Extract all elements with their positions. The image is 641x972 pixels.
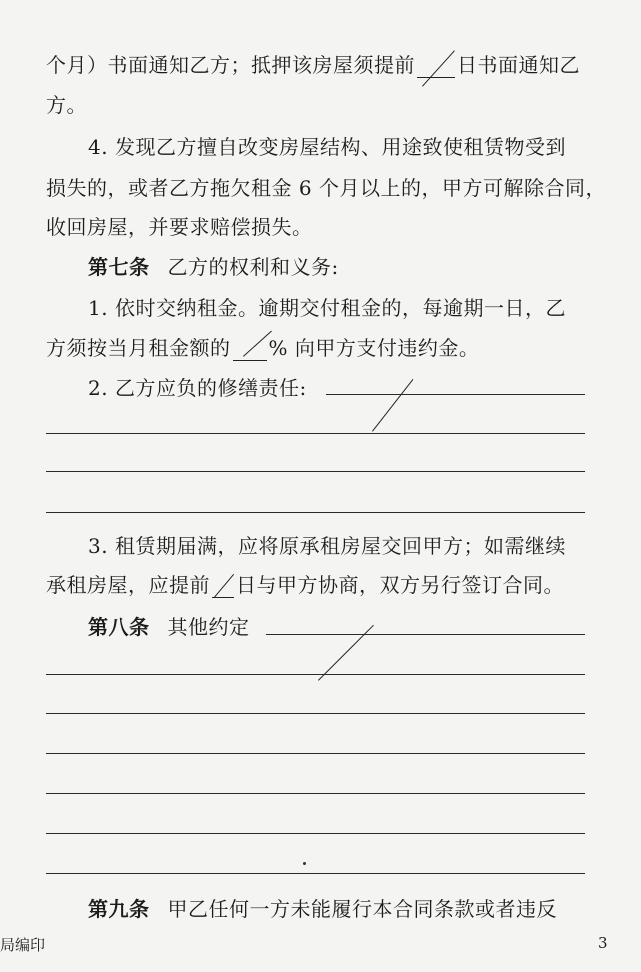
text-line — [46, 52, 591, 78]
text-line: 2. 乙方应负的修缮责任: — [88, 376, 307, 400]
fill-line — [46, 433, 585, 434]
text-line — [46, 335, 591, 361]
article-heading: 第八条 — [88, 615, 150, 639]
fill-line — [46, 713, 585, 714]
fill-line — [46, 833, 585, 834]
text-segment: 承租房屋，应提前 — [46, 573, 210, 597]
fill-line — [46, 471, 585, 472]
fill-line — [46, 674, 585, 675]
text-line: 方。 — [46, 93, 87, 117]
text-line: 损失的，或者乙方拖欠租金 6 个月以上的，甲方可解除合同， — [46, 176, 606, 200]
text-line: 1. 依时交纳租金。逾期交付租金的，每逾期一日，乙 — [88, 296, 566, 320]
fill-line — [46, 793, 585, 794]
fill-line — [326, 394, 585, 395]
article-heading: 第九条 — [88, 897, 150, 921]
text-segment: 日与甲方协商，双方另行签订合同。 — [236, 573, 564, 597]
fill-line — [46, 873, 585, 874]
article-title: 其他约定 — [167, 615, 250, 639]
fill-line — [266, 634, 585, 635]
text-line — [46, 572, 591, 598]
text-segment: 方须按当月租金额的 — [46, 336, 231, 360]
fill-line — [46, 512, 585, 513]
ink-dot — [303, 862, 306, 865]
blank-field — [233, 342, 267, 361]
text-segment: % 向甲方支付违约金。 — [268, 336, 480, 360]
article-heading: 第七条 — [88, 255, 150, 279]
fill-line — [46, 753, 585, 754]
text-line: 4. 发现乙方擅自改变房屋结构、用途致使租赁物受到 — [88, 135, 566, 159]
text-line: 收回房屋，并要求赔偿损失。 — [46, 215, 313, 239]
article-9-line — [88, 896, 633, 922]
article-title: 乙方的权利和义务: — [167, 255, 339, 279]
page-number: 3 — [598, 934, 608, 952]
article-7-heading-line — [88, 254, 633, 280]
footer-publisher: 局编印 — [0, 936, 46, 954]
text-segment: 个月）书面通知乙方；抵押该房屋须提前 — [46, 53, 415, 77]
article-text: 甲乙任何一方未能履行本合同条款或者违反 — [167, 897, 557, 921]
text-line: 3. 租赁期届满，应将原承租房屋交回甲方；如需继续 — [88, 534, 566, 558]
text-segment: 日书面通知乙 — [457, 53, 580, 77]
